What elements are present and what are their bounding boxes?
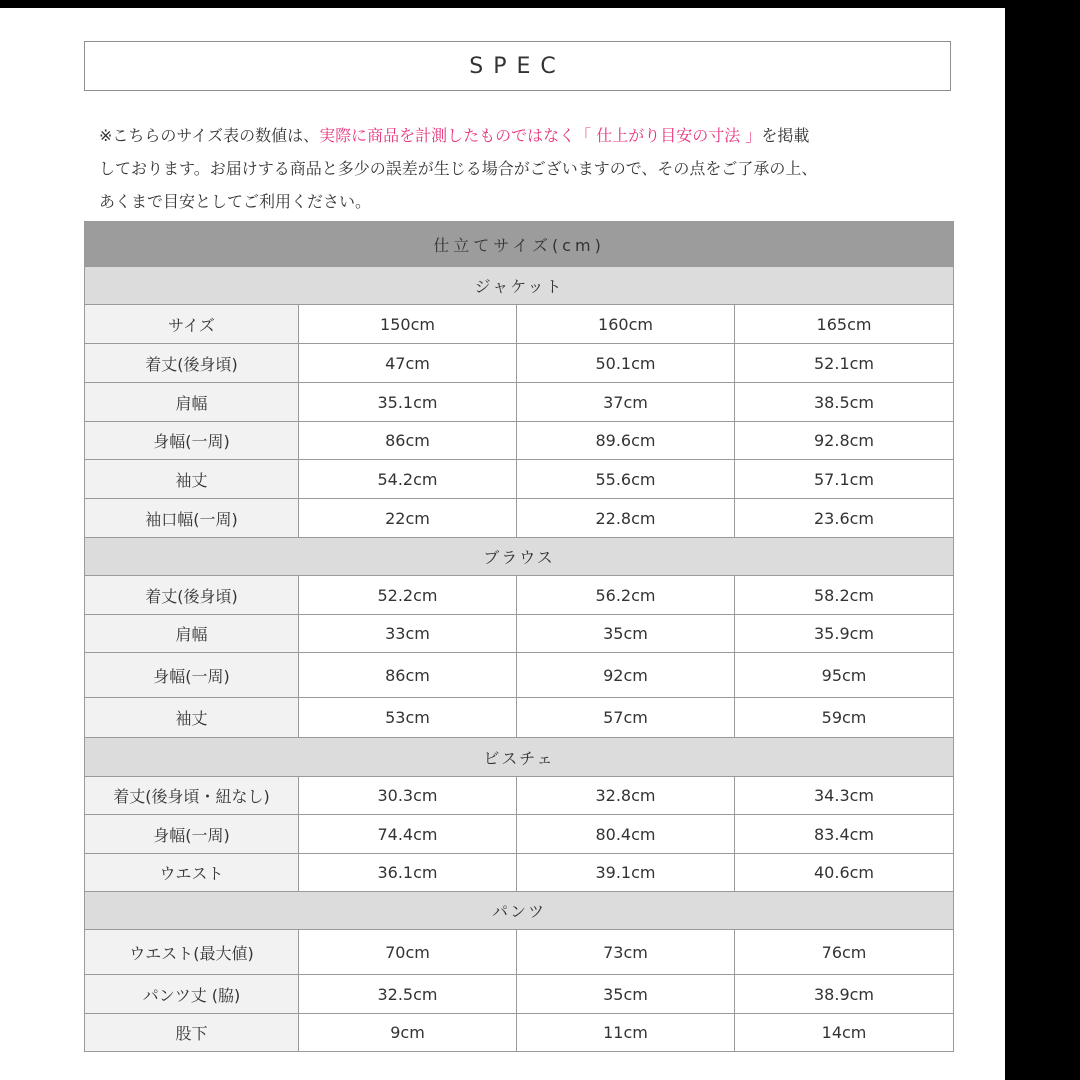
value-cell: 9cm	[299, 1014, 517, 1052]
value-cell: 54.2cm	[299, 460, 517, 499]
row-label: 股下	[85, 1014, 299, 1052]
section-header: パンツ	[85, 892, 954, 930]
table-row	[85, 615, 954, 653]
value-cell: 38.9cm	[735, 975, 954, 1014]
value-cell: 80.4cm	[517, 815, 735, 854]
value-cell: 59cm	[735, 698, 954, 738]
value-cell: 32.5cm	[299, 975, 517, 1014]
value-cell: 11cm	[517, 1014, 735, 1052]
table-row	[85, 653, 954, 698]
value-cell: 86cm	[299, 653, 517, 698]
value-cell: 76cm	[735, 930, 954, 975]
value-cell: 22.8cm	[517, 499, 735, 538]
row-label: 袖口幅(一周)	[85, 499, 299, 538]
row-label: 袖丈	[85, 698, 299, 738]
row-label: 身幅(一周)	[85, 815, 299, 854]
notice-line-3: あくまで目安としてご利用ください。	[99, 192, 372, 211]
value-cell: 23.6cm	[735, 499, 954, 538]
table-row	[85, 422, 954, 460]
value-cell: 86cm	[299, 422, 517, 460]
value-cell: 57.1cm	[735, 460, 954, 499]
value-cell: 95cm	[735, 653, 954, 698]
value-cell: 35cm	[517, 615, 735, 653]
row-label: ウエスト	[85, 854, 299, 892]
table-row	[85, 930, 954, 975]
value-cell: 150cm	[299, 305, 517, 344]
value-cell: 40.6cm	[735, 854, 954, 892]
table-row	[85, 344, 954, 383]
section-row	[85, 892, 954, 930]
row-label: 着丈(後身頃・紐なし)	[85, 777, 299, 815]
table-title-row	[85, 222, 954, 267]
size-table	[84, 221, 954, 1052]
value-cell: 32.8cm	[517, 777, 735, 815]
value-cell: 38.5cm	[735, 383, 954, 422]
value-cell: 74.4cm	[299, 815, 517, 854]
notice-suffix: を掲載	[761, 126, 810, 145]
row-label: サイズ	[85, 305, 299, 344]
table-row	[85, 777, 954, 815]
value-cell: 30.3cm	[299, 777, 517, 815]
value-cell: 39.1cm	[517, 854, 735, 892]
table-row	[85, 576, 954, 615]
notice-highlight: 実際に商品を計測したものではなく「 仕上がり目安の寸法 」	[319, 126, 762, 145]
notice-line-1	[99, 119, 929, 152]
page	[0, 8, 1005, 1080]
value-cell: 53cm	[299, 698, 517, 738]
table-title: 仕立てサイズ(cm)	[85, 222, 954, 267]
notice-line-2: しております。お届けする商品と多少の誤差が生じる場合がございますので、その点をご了承の上、	[99, 159, 818, 178]
section-row	[85, 738, 954, 777]
value-cell: 35.9cm	[735, 615, 954, 653]
value-cell: 160cm	[517, 305, 735, 344]
size-notice	[99, 119, 929, 218]
table-row	[85, 815, 954, 854]
row-label: 身幅(一周)	[85, 422, 299, 460]
value-cell: 50.1cm	[517, 344, 735, 383]
value-cell: 37cm	[517, 383, 735, 422]
row-label: 袖丈	[85, 460, 299, 499]
value-cell: 56.2cm	[517, 576, 735, 615]
value-cell: 36.1cm	[299, 854, 517, 892]
table-row	[85, 854, 954, 892]
spec-heading	[84, 41, 951, 91]
table-row	[85, 1014, 954, 1052]
value-cell: 35.1cm	[299, 383, 517, 422]
value-cell: 22cm	[299, 499, 517, 538]
section-header: ビスチェ	[85, 738, 954, 777]
value-cell: 89.6cm	[517, 422, 735, 460]
value-cell: 35cm	[517, 975, 735, 1014]
value-cell: 73cm	[517, 930, 735, 975]
table-row	[85, 383, 954, 422]
value-cell: 47cm	[299, 344, 517, 383]
section-row	[85, 267, 954, 305]
table-row	[85, 499, 954, 538]
value-cell: 58.2cm	[735, 576, 954, 615]
row-label: 肩幅	[85, 383, 299, 422]
value-cell: 83.4cm	[735, 815, 954, 854]
section-header: ジャケット	[85, 267, 954, 305]
section-header: ブラウス	[85, 538, 954, 576]
value-cell: 52.1cm	[735, 344, 954, 383]
value-cell: 14cm	[735, 1014, 954, 1052]
table-row	[85, 698, 954, 738]
row-label: パンツ丈 (脇)	[85, 975, 299, 1014]
value-cell: 57cm	[517, 698, 735, 738]
row-label: 着丈(後身頃)	[85, 344, 299, 383]
value-cell: 70cm	[299, 930, 517, 975]
row-label: 着丈(後身頃)	[85, 576, 299, 615]
row-label: 肩幅	[85, 615, 299, 653]
value-cell: 34.3cm	[735, 777, 954, 815]
spec-title: SPEC	[469, 53, 566, 79]
value-cell: 52.2cm	[299, 576, 517, 615]
value-cell: 92.8cm	[735, 422, 954, 460]
row-label: ウエスト(最大値)	[85, 930, 299, 975]
value-cell: 92cm	[517, 653, 735, 698]
row-label: 身幅(一周)	[85, 653, 299, 698]
notice-prefix: ※こちらのサイズ表の数値は、	[99, 126, 320, 145]
value-cell: 55.6cm	[517, 460, 735, 499]
value-cell: 33cm	[299, 615, 517, 653]
table-row	[85, 975, 954, 1014]
table-row	[85, 460, 954, 499]
section-row	[85, 538, 954, 576]
value-cell: 165cm	[735, 305, 954, 344]
table-row	[85, 305, 954, 344]
